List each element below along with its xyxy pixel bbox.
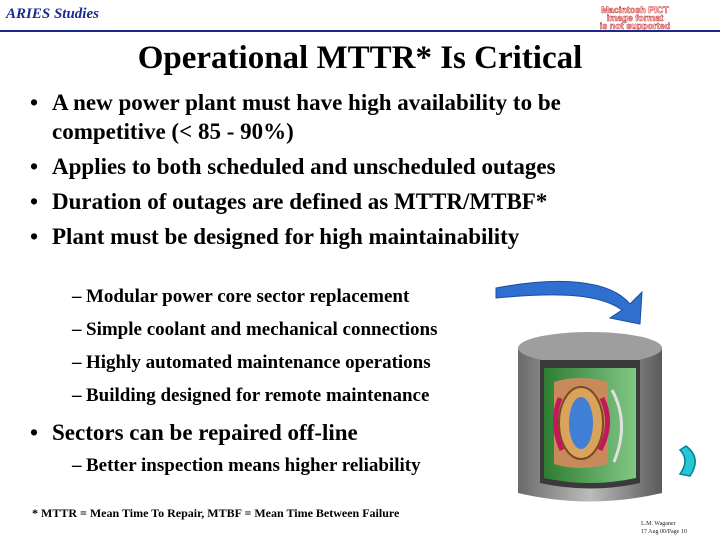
attribution-author: L.M. Waganer [641,521,676,527]
bullet-text: Sectors can be repaired off-line [52,420,358,445]
curved-arrow-icon [496,281,642,324]
attribution [641,520,687,536]
dash-glyph: – [72,455,82,476]
sub-bullet-modular [72,280,542,313]
bullet-text: Plant must be designed for high maintainability [52,224,520,249]
sub-bullets [72,280,542,412]
dash-glyph: – [72,319,82,340]
pict-line-1: Macintosh PICT [601,5,669,15]
sub-bullet-text: Modular power core sector replacement [86,286,410,307]
pict-line-3: is not supported [599,21,671,30]
bullet-glyph: • [30,154,39,179]
header-tag: ARIES Studies [6,6,99,22]
bullet-glyph: • [30,224,39,249]
sub-bullet-automation [72,346,542,379]
sub-bullet-text: Highly automated maintenance operations [86,352,431,373]
bullet-text-cont: competitive (< 85 - 90%) [52,119,294,144]
bullet-sectors [30,420,358,446]
reactor-cutaway-icon [490,278,715,508]
header-rule [0,30,720,32]
sub-bullet-text: Simple coolant and mechanical connections [86,319,438,340]
bullet-text: Duration of outages are defined as MTTR/MTBF* [52,189,548,214]
sub-bullet-building [72,379,542,412]
footnote: * MTTR = Mean Time To Repair, MTBF = Mean Time Between Failure [32,506,400,520]
sub-bullet-text: Building designed for remote maintenance [86,385,430,406]
dash-glyph: – [72,352,82,373]
bullet-glyph: • [30,189,39,214]
sub-bullet-coolant [72,313,542,346]
bullet-glyph: • [30,420,39,445]
sub-bullet-inspection [72,455,421,477]
bullet-maintainability [30,222,710,251]
pict-unsupported-icon [555,4,715,30]
bullet-outages [30,152,710,181]
bullet-availability [30,88,710,146]
pict-line-2: image format [606,13,664,23]
bullet-glyph: • [30,90,39,115]
sub-bullet-text: Better inspection means higher reliability [86,455,421,476]
dash-glyph: – [72,286,82,307]
bullet-text: A new power plant must have high availability to be [52,90,561,115]
bullet-duration [30,187,710,216]
attribution-date-page: 17 Aug 00/Page 10 [641,529,687,535]
main-bullets [30,88,710,257]
bullet-text: Applies to both scheduled and unscheduled outages [52,154,556,179]
dash-glyph: – [72,385,82,406]
slide-title: Operational MTTR* Is Critical [137,40,583,76]
